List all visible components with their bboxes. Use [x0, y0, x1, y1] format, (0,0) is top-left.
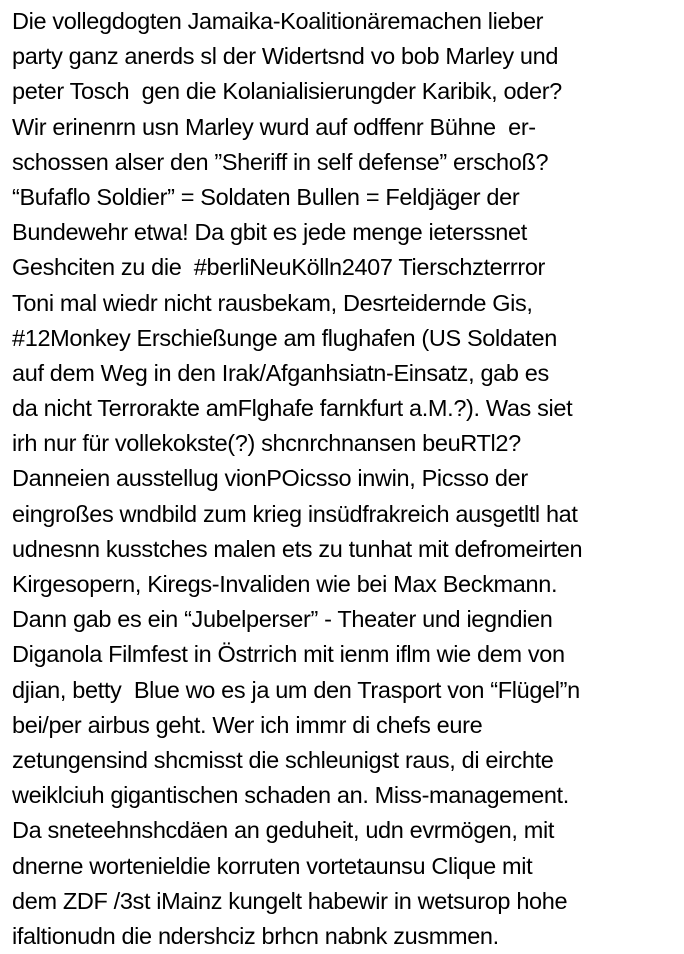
text-line: weiklciuh gigantischen schaden an. Miss-management. — [12, 782, 569, 809]
text-line: peter Tosch gen die Kolanialisierungder Karibik, oder? — [12, 78, 562, 105]
text-line: bei/per airbus geht. Wer ich immr di chefs eure — [12, 711, 483, 738]
text-line: auf dem Weg in den Irak/Afganhsiatn-Einsatz, gab es — [12, 359, 549, 386]
body-text — [12, 4, 680, 954]
text-line: #12Monkey Erschießunge am flughafen (US Soldaten — [12, 324, 557, 351]
text-line: Die vollegdogten Jamaika-Koalitionäremachen lieber — [12, 8, 544, 34]
text-line: Danneien ausstellug vionPOicsso inwin, Picsso der — [12, 465, 528, 492]
text-line: ifaltionudn die ndershciz brhcn nabnk zusmmen. — [12, 922, 499, 949]
text-line: “Bufaflo Soldier” = Soldaten Bullen = Feldjäger der — [12, 183, 520, 210]
text-line: udnesnn kusstches malen ets zu tunhat mit defromeirten — [12, 535, 583, 562]
text-line: Geshciten zu die #berliNeuKölln2407 Tierschzterrror — [12, 254, 546, 281]
text-line: Kirgesopern, Kiregs-Invaliden wie bei Max Beckmann. — [12, 571, 558, 597]
text-line: Bundewehr etwa! Da gbit es jede menge ieterssnet — [12, 219, 527, 246]
text-line: djian, betty Blue wo es ja um den Trasport von “Flügel”n — [12, 676, 580, 703]
text-line: schossen alser den ”Sheriff in self defense” erschoß? — [12, 148, 549, 175]
text-line: Toni mal wiedr nicht rausbekam, Desrteidernde Gis, — [12, 289, 533, 316]
text-line: Da sneteehnshcdäen an geduheit, udn evrmögen, mit — [12, 817, 555, 844]
text-line: party ganz anerds sl der Widertsnd vo bob Marley und — [12, 43, 559, 70]
text-line: da nicht Terrorakte amFlghafe farnkfurt a.M.?). Was siet — [12, 395, 573, 422]
text-line: eingroßes wndbild zum krieg insüdfrakreich ausgetltl hat — [12, 500, 578, 527]
text-line: zetungensind shcmisst die schleunigst raus, di eirchte — [12, 746, 554, 773]
text-line: dnerne wortenieldie korruten vortetaunsu Clique mit — [12, 852, 533, 879]
text-line: Wir erinenrn usn Marley wurd auf odffenr Bühne er- — [12, 113, 536, 140]
text-line: Dann gab es ein “Jubelperser” - Theater und iegndien — [12, 606, 553, 633]
text-line: irh nur für vollekokste(?) shcnrchnansen beuRTl2? — [12, 430, 521, 457]
text-line: Diganola Filmfest in Östrrich mit ienm iflm wie dem von — [12, 641, 565, 668]
text-line: dem ZDF /3st iMainz kungelt habewir in wetsurop hohe — [12, 887, 568, 914]
